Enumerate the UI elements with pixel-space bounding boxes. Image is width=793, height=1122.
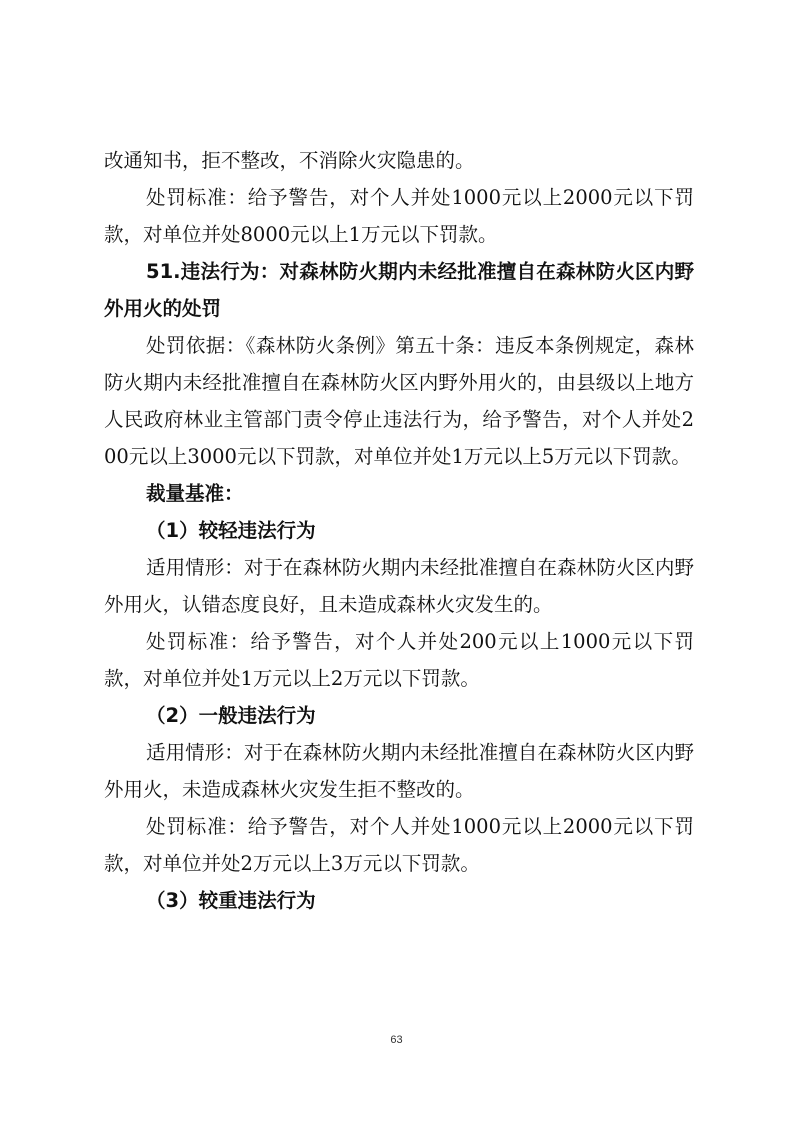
- subsection-heading: 裁量基准：: [146, 482, 244, 505]
- paragraph: 适用情形：对于在森林防火期内未经批准擅自在森林防火区内野外用火，认错态度良好，且未造成森林火灾发生的。: [104, 556, 694, 616]
- subsection-heading: （2）一般违法行为: [146, 704, 316, 727]
- paragraph: 适用情形：对于在森林防火期内未经批准擅自在森林防火区内野外用火，未造成森林火灾发生拒不整改的。: [104, 741, 694, 801]
- subsection-heading: （3）较重违法行为: [146, 889, 316, 912]
- page-body: [104, 142, 694, 919]
- paragraph: 处罚标准：给予警告，对个人并处200元以上1000元以下罚款，对单位并处1万元以上2万元以下罚款。: [104, 630, 694, 690]
- paragraph: 处罚依据：《森林防火条例》第五十条：违反本条例规定，森林防火期内未经批准擅自在森林防火区内野外用火的，由县级以上地方人民政府林业主管部门责令停止违法行为，给予警告，对个人并处200元以上3000元以下罚款，对单位并处1万元以上5万元以下罚款。: [104, 334, 694, 468]
- page-number: 63: [390, 1034, 403, 1046]
- paragraph: 处罚标准：给予警告，对个人并处1000元以上2000元以下罚款，对单位并处8000元以上1万元以下罚款。: [104, 186, 694, 246]
- subsection-heading: （1）较轻违法行为: [146, 519, 316, 542]
- paragraph: 改通知书，拒不整改，不消除火灾隐患的。: [104, 149, 475, 172]
- paragraph: 处罚标准：给予警告，对个人并处1000元以上2000元以下罚款，对单位并处2万元以上3万元以下罚款。: [104, 815, 694, 875]
- section-heading: 51.违法行为：对森林防火期内未经批准擅自在森林防火区内野外用火的处罚: [104, 260, 694, 320]
